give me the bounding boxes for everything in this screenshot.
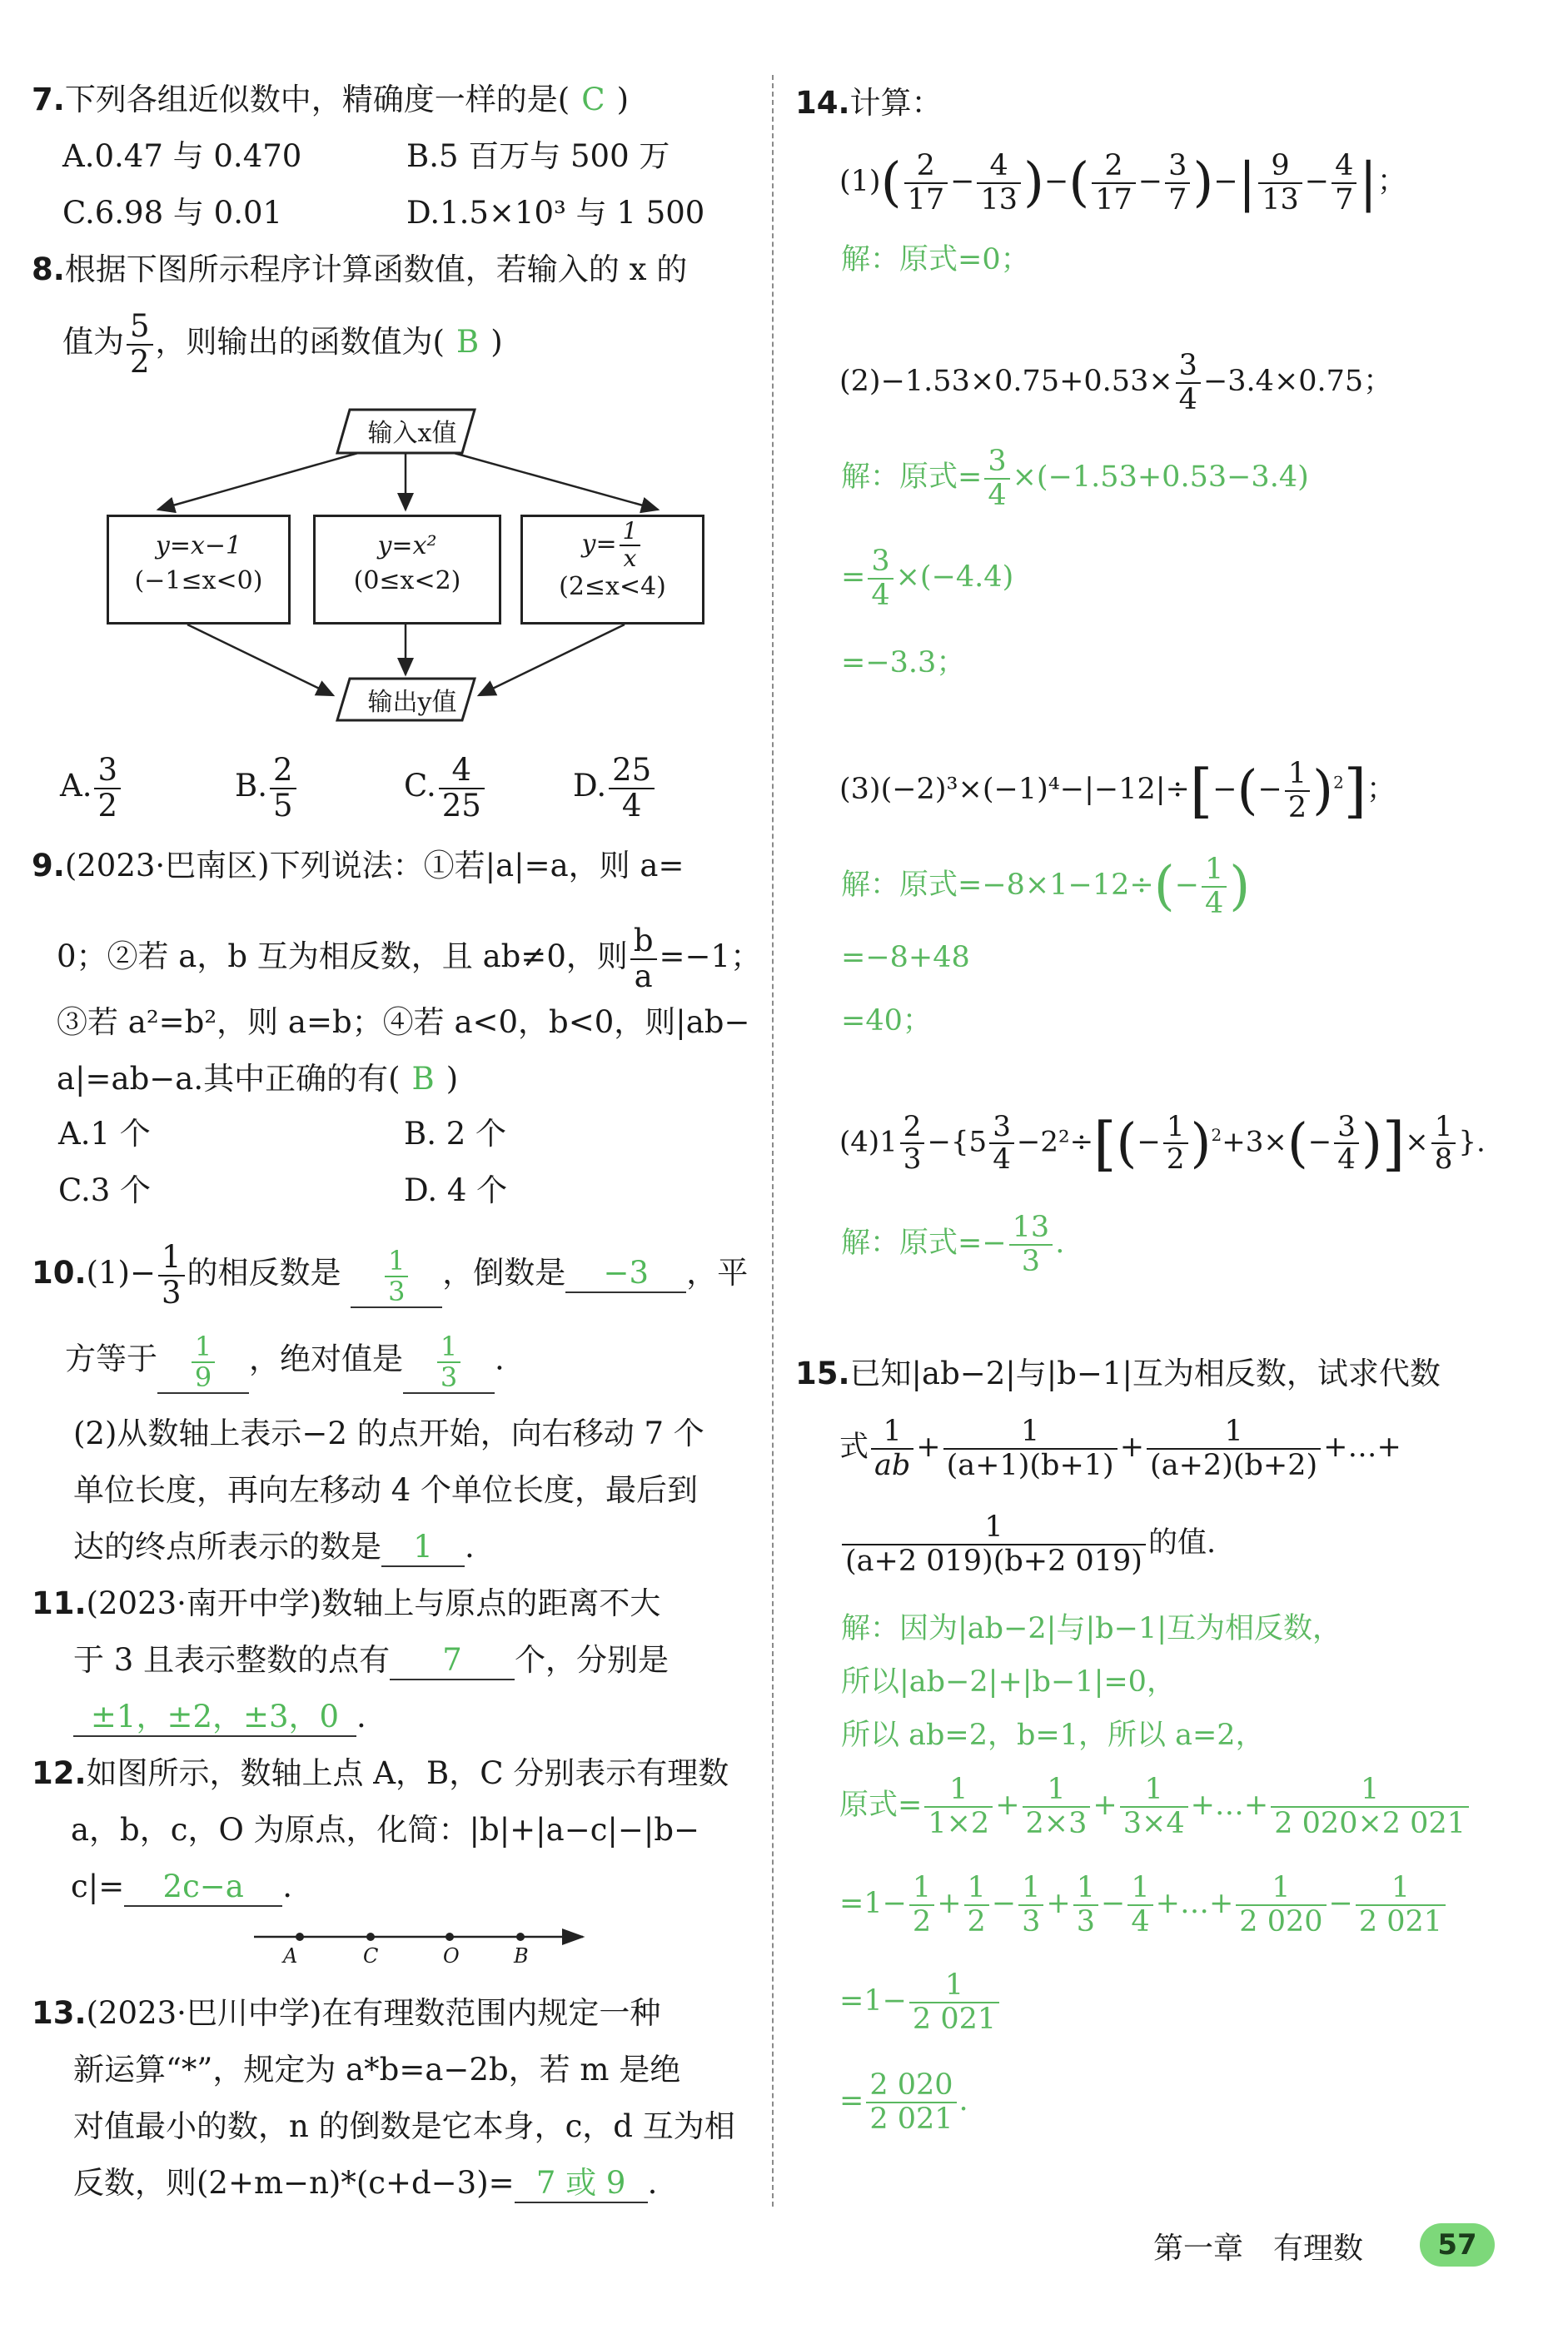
point-o [446, 1933, 454, 1941]
solution-15-line7: = $\frac{2 020}{2 021}$ . [839, 2068, 968, 2136]
answer-blank: 1 [381, 1529, 465, 1567]
question-11: 11.(2023·南开中学)数轴上与原点的距离不大 [32, 1585, 661, 1621]
point-c [366, 1933, 375, 1941]
solution-3-line1: 解：原式=−8×1−12÷(− $\frac{1}{4}$ ) [841, 853, 1251, 920]
answer-blank: ±1，±2，±3，0 [73, 1699, 356, 1737]
solution-3-line3: =40； [841, 1004, 932, 1038]
answer-blank: $\frac{1}{3}$ [403, 1332, 495, 1394]
option-b: B. 2 个 [404, 1116, 507, 1152]
number-line [250, 1923, 600, 1973]
input-label: 输入x值 [367, 419, 457, 448]
question-10-part2-line3: 达的终点所表示的数是 1 . [73, 1529, 475, 1567]
question-number: 7. [32, 82, 65, 117]
solution-15-line3: 所以 ab=2，b=1，所以 a=2， [841, 1719, 1265, 1752]
answer: B [411, 1061, 435, 1097]
option-b: B. $\frac{2}{5}$ [235, 754, 299, 823]
question-12-line2: a，b，c，O 为原点，化简：|b|+|a−c|−|b− [71, 1812, 700, 1848]
branch-box-2: y=x² (0≤x<2) [313, 515, 501, 625]
solution-4: 解：原式=− $\frac{13}{3}$ . [841, 1211, 1065, 1278]
option-a: A. $\frac{3}{2}$ [60, 754, 123, 823]
answer: B [455, 324, 480, 361]
question-10: 10.(1)− $\frac{1}{3}$ 的相反数是 $\frac{1}{3}$ ，倒数是 −3 ，平 [32, 1239, 749, 1311]
option-a: A.0.47 与 0.470 [62, 138, 302, 174]
option-d: D. $\frac{25}{4}$ [573, 754, 657, 823]
chapter-title: 第一章 有理数 [1153, 2232, 1364, 2266]
column-divider [772, 75, 774, 2207]
question-14: 14.计算： [795, 85, 943, 121]
solution-15-line5: =1− $\frac{1}{2}$ + $\frac{1}{2}$ − $\frac{1}{3}$ + $\frac{1}{3}$ − $\frac{1}{4}$ +…+ $\frac{1}{2 020}$ − $\frac{1}{2 021}$ [839, 1872, 1448, 1938]
part-2: (2)−1.53×0.75+0.53× $\frac{3}{4}$ −3.4×0.75； [839, 349, 1393, 416]
question-10-line2: 方等于 $\frac{1}{9}$ ，绝对值是 $\frac{1}{3}$ . [65, 1331, 505, 1394]
answer-blank: −3 [565, 1255, 686, 1293]
option-c: C.3 个 [58, 1172, 152, 1208]
question-7: 7.下列各组近似数中，精确度一样的是( C ) [32, 82, 629, 117]
question-15-line2: 式 $\frac{1}{ab}$ + $\frac{1}{(a+1)(b+1)}$ + $\frac{1}{(a+2)(b+2)}$ +…+ [839, 1415, 1401, 1482]
branch-box-3: y= $\frac{1}{x}$ (2≤x<4) [520, 515, 704, 625]
question-9-line3: ③若 a²=b²，则 a=b；④若 a<0，b<0，则|ab− [57, 1004, 750, 1040]
solution-15-line4: 原式= $\frac{1}{1\times 2}$ + $\frac{1}{2\times 3}$ + $\frac{1}{3\times 4}$ +…+ $\frac{1}{2 020\times 2 021}$ [839, 1774, 1471, 1839]
answer-blank: $\frac{1}{3}$ [351, 1247, 442, 1308]
label-a: A [283, 1944, 298, 1968]
question-10-part2-line2: 单位长度，再向左移动 4 个单位长度，最后到 [73, 1472, 699, 1508]
solution-2-line3: =−3.3； [841, 646, 966, 679]
question-13-line3: 对值最小的数，n 的倒数是它本身，c，d 互为相 [73, 2108, 735, 2144]
question-9-line2: 0；②若 a，b 互为相反数，且 ab≠0，则 $\frac{b}{a}$ =−1； [57, 923, 762, 994]
solution-3-line2: =−8+48 [841, 941, 970, 974]
answer-blank: 2c−a [124, 1869, 282, 1907]
label-b: B [514, 1944, 529, 1968]
label-o: O [443, 1944, 460, 1968]
question-11-line2: 于 3 且表示整数的点有 7 个，分别是 [73, 1642, 669, 1680]
solution-2-line1: 解：原式= $\frac{3}{4}$ ×(−1.53+0.53−3.4) [841, 445, 1309, 512]
solution-1: 解：原式=0； [841, 243, 1030, 276]
solution-15-line1: 解：因为|ab−2|与|b−1|互为相反数， [841, 1612, 1342, 1645]
branch-box-1: y=x−1 (−1≤x<0) [107, 515, 291, 625]
solution-2-line2: = $\frac{3}{4}$ ×(−4.4) [841, 545, 1014, 612]
option-b: B.5 百万与 500 万 [406, 138, 670, 174]
part-4: (4)1 $\frac{2}{3}$ −{5 $\frac{3}{4}$ −2²÷[(− $\frac{1}{2}$ )$^2$+3×(− $\frac{3}{4}$ )]× $\frac{1}{8}$ }. [839, 1109, 1486, 1178]
answer-blank: 7 或 9 [515, 2165, 648, 2203]
question-13-line4: 反数，则(2+m−n)*(c+d−3)= 7 或 9 . [73, 2165, 657, 2203]
option-a: A.1 个 [58, 1116, 151, 1152]
point-b [516, 1933, 525, 1941]
question-9-line4: a|=ab−a.其中正确的有( B ) [57, 1061, 459, 1097]
question-10-part2-line1: (2)从数轴上表示−2 的点开始，向右移动 7 个 [73, 1416, 704, 1451]
output-label: 输出y值 [367, 688, 457, 717]
answer-blank: 7 [390, 1642, 515, 1680]
question-12: 12.如图所示，数轴上点 A，B，C 分别表示有理数 [32, 1755, 729, 1791]
point-a [296, 1933, 304, 1941]
option-d: D. 4 个 [404, 1172, 508, 1208]
answer: C [581, 82, 605, 117]
solution-15-line6: =1− $\frac{1}{2 021}$ [839, 1969, 1002, 2035]
question-12-line3: c|= 2c−a . [71, 1869, 292, 1907]
question-13-line2: 新运算“*”，规定为 a*b=a−2b，若 m 是绝 [73, 2052, 681, 2088]
option-c: C.6.98 与 0.01 [62, 195, 283, 231]
question-11-line3: ±1，±2，±3，0 . [73, 1699, 366, 1737]
label-c: C [363, 1944, 379, 1968]
solution-15-line2: 所以|ab−2|+|b−1|=0， [841, 1665, 1176, 1699]
answer-blank: $\frac{1}{9}$ [157, 1332, 249, 1394]
option-c: C. $\frac{4}{25}$ [404, 754, 487, 823]
part-3: (3)(−2)³×(−1)⁴−|−12|÷[−(− $\frac{1}{2}$ )$^2$]； [839, 756, 1396, 825]
question-15: 15.已知|ab−2|与|b−1|互为相反数，试求代数 [795, 1356, 1441, 1391]
option-d: D.1.5×10³ 与 1 500 [406, 195, 705, 231]
question-15-line3: $\frac{1}{(a+2 019)(b+2 019)}$ 的值. [839, 1511, 1216, 1577]
question-9: 9.(2023·巴南区)下列说法：①若|a|=a，则 a= [32, 848, 684, 883]
part-1: (1)( $\frac{2}{17}$ − $\frac{4}{13}$ )−( $\frac{2}{17}$ − $\frac{3}{7}$ )−| $\frac{9}{13}$ − $\frac{4}{7}$ |； [839, 149, 1406, 216]
question-8: 8.根据下图所示程序计算函数值，若输入的 x 的 [32, 251, 688, 287]
question-13: 13.(2023·巴川中学)在有理数范围内规定一种 [32, 1995, 661, 2031]
page-number: 57 [1420, 2223, 1495, 2267]
question-8-line2: 值为 $\frac{5}{2}$ ，则输出的函数值为( B ) [62, 308, 503, 380]
